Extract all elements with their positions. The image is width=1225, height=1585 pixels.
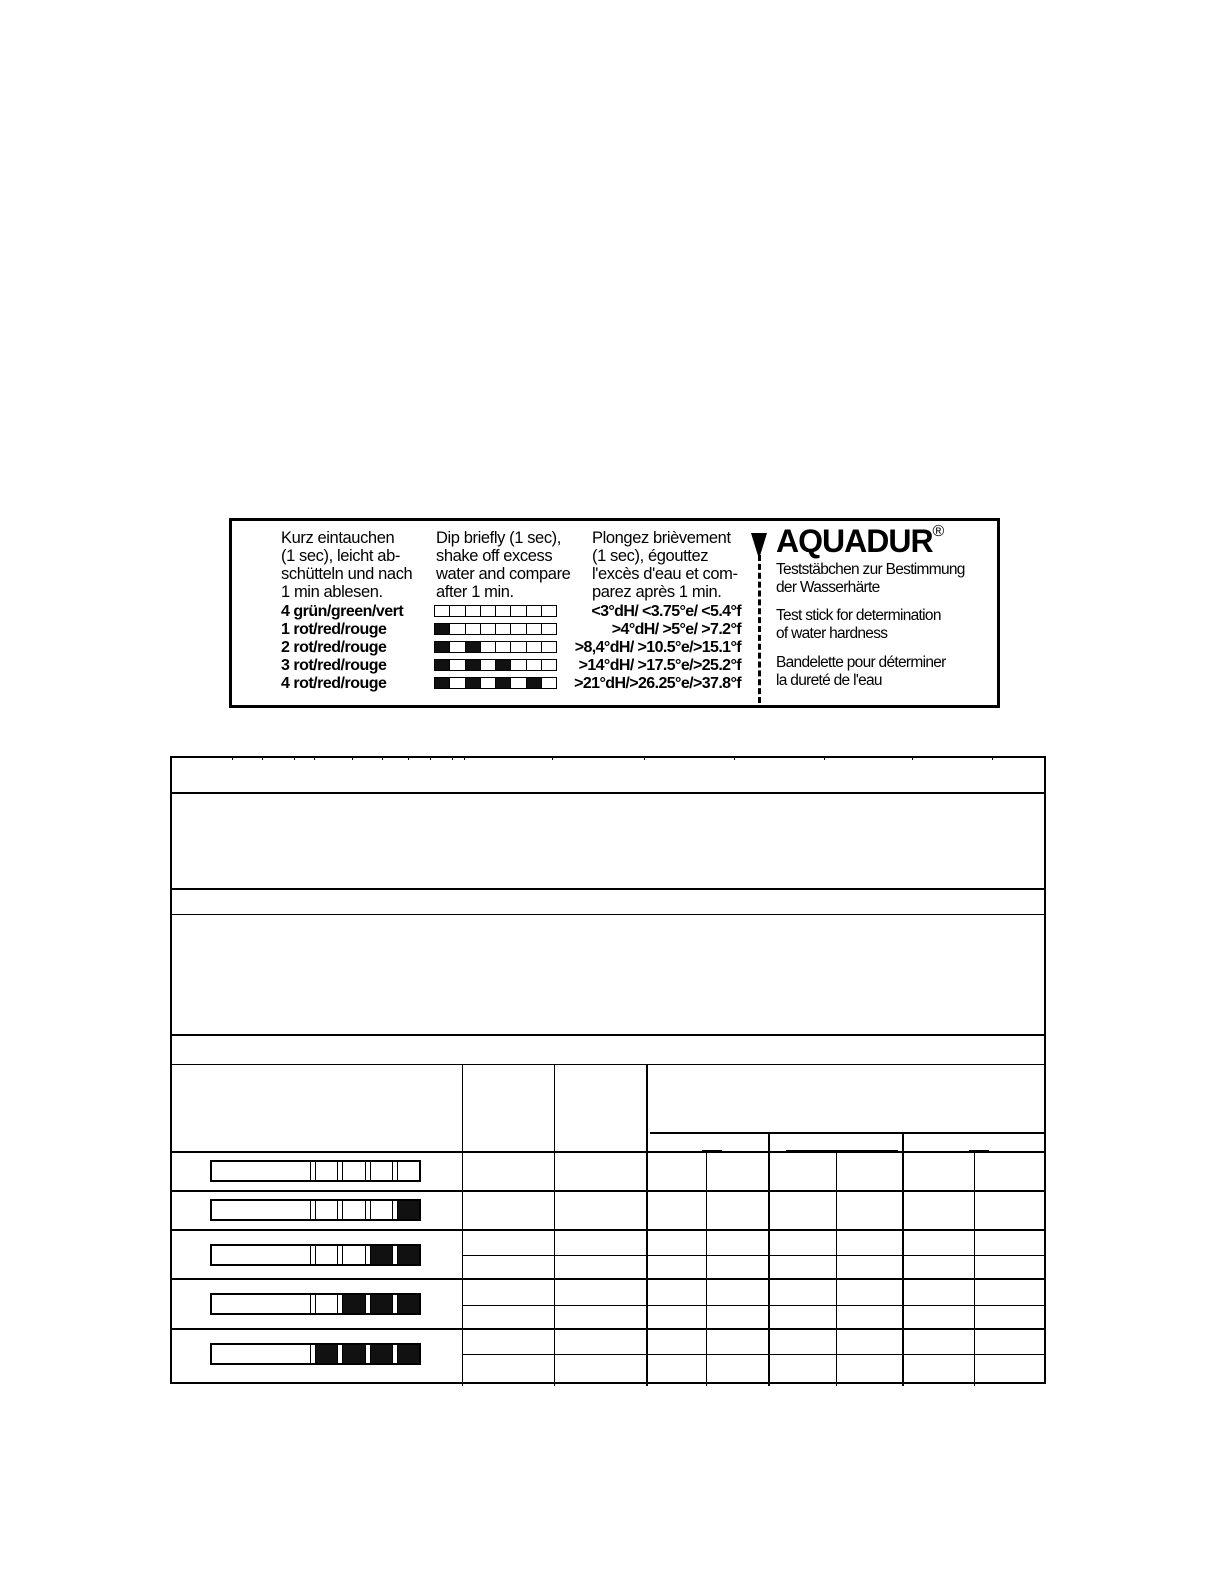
test-strip-drawing [210, 1244, 421, 1266]
table-row-line [172, 1229, 1044, 1231]
strip-pad [435, 678, 450, 688]
strip-pad [435, 624, 450, 634]
strip-pad [496, 642, 511, 652]
test-strip-drawing [210, 1293, 421, 1315]
test-strip-swatch [434, 641, 557, 653]
strip-pad [511, 624, 526, 634]
test-strip-swatch [434, 677, 557, 689]
strip-pad [466, 642, 481, 652]
instruction-line: (1 sec), égouttez [592, 547, 709, 565]
strip-pad [435, 642, 450, 652]
strip-pad [398, 1162, 419, 1180]
instruction-line: l'excès d'eau et com- [592, 565, 738, 583]
table-row-line [172, 1328, 1044, 1330]
strip-pad [511, 678, 526, 688]
strip-handle [212, 1295, 311, 1313]
test-strip-swatch [434, 659, 557, 671]
result-row-label: 3 rot/red/rouge [281, 657, 387, 674]
strip-pad [316, 1295, 338, 1313]
table-column-line [902, 1132, 904, 1386]
description-line: Bandelette pour déterminer [776, 654, 946, 671]
strip-pad [511, 660, 526, 670]
strip-pad [542, 606, 556, 616]
table-row-line [172, 1278, 1044, 1280]
instruction-line: Plongez brièvement [592, 529, 731, 547]
result-row-label: 1 rot/red/rouge [281, 621, 387, 638]
strip-pad [542, 678, 556, 688]
instruction-line: (1 sec), leicht ab- [281, 547, 400, 565]
strip-pad [527, 606, 542, 616]
strip-pad [496, 624, 511, 634]
strip-pad [371, 1246, 393, 1264]
strip-pad [527, 624, 542, 634]
description-english [776, 607, 941, 643]
instructions-german [281, 529, 412, 601]
table-row-line [172, 1190, 1044, 1192]
instruction-line: Kurz eintauchen [281, 529, 395, 547]
strip-pad [542, 624, 556, 634]
description-line: der Wasserhärte [776, 579, 880, 596]
strip-pad [511, 606, 526, 616]
test-strip-drawing [210, 1160, 421, 1182]
brand-name [776, 523, 943, 560]
description-line: Test stick for determination [776, 607, 941, 624]
form-divider [172, 914, 1044, 915]
strip-pad [371, 1162, 393, 1180]
test-strip-swatch [434, 623, 557, 635]
strip-pad [343, 1345, 365, 1363]
registered-mark: ® [932, 523, 944, 540]
strip-pad [496, 606, 511, 616]
strip-pad [450, 642, 465, 652]
strip-pad [481, 642, 496, 652]
instructions-french [592, 529, 738, 601]
strip-pad [398, 1295, 419, 1313]
strip-handle [212, 1246, 311, 1264]
results-form [170, 756, 1046, 1384]
table-column-line [706, 1151, 707, 1386]
strip-pad [316, 1162, 338, 1180]
strip-pad [398, 1201, 419, 1219]
strip-pad [496, 660, 511, 670]
strip-pad [527, 642, 542, 652]
strip-pad [398, 1345, 419, 1363]
strip-pad [343, 1162, 365, 1180]
top-tick-marks [232, 757, 982, 760]
strip-pad [466, 678, 481, 688]
strip-pad [466, 660, 481, 670]
instruction-line: after 1 min. [436, 583, 514, 601]
strip-handle [212, 1345, 311, 1363]
strip-pad [450, 624, 465, 634]
table-column-line [768, 1132, 770, 1386]
strip-pad [316, 1345, 338, 1363]
description-line: Teststäbchen zur Bestimmung [776, 561, 965, 578]
strip-pad [450, 678, 465, 688]
table-subrow-line [462, 1305, 1044, 1306]
table-subheader-line [650, 1132, 1044, 1134]
cut-line [758, 555, 761, 703]
strip-pad [511, 642, 526, 652]
instruction-line: water and compare [436, 565, 571, 583]
strip-pad [435, 606, 450, 616]
test-strip-swatch [434, 605, 557, 617]
strip-handle [212, 1162, 311, 1180]
strip-pad [542, 660, 556, 670]
strip-pad [371, 1345, 393, 1363]
strip-pad [481, 624, 496, 634]
description-line: la dureté de l'eau [776, 672, 882, 689]
instruction-line: schütteln und nach [281, 565, 413, 583]
description-line: of water hardness [776, 625, 888, 642]
strip-pad [481, 606, 496, 616]
result-row-label: 2 rot/red/rouge [281, 639, 387, 656]
hardness-value: >14°dH/ >17.5°e/>25.2°f [578, 657, 741, 674]
result-row-label: 4 rot/red/rouge [281, 675, 387, 692]
strip-pad [450, 606, 465, 616]
table-column-line [646, 1064, 648, 1386]
form-divider [172, 792, 1044, 794]
hardness-value: <3°dH/ <3.75°e/ <5.4°f [591, 603, 741, 620]
instruction-line: Dip briefly (1 sec), [436, 529, 561, 547]
strip-pad [527, 678, 542, 688]
table-column-line [554, 1064, 555, 1386]
strip-pad [466, 624, 481, 634]
table-subrow-line [462, 1354, 1044, 1355]
hardness-value: >8,4°dH/ >10.5°e/>15.1°f [574, 639, 741, 656]
test-strip-drawing [210, 1199, 421, 1221]
strip-pad [527, 660, 542, 670]
strip-pad [435, 660, 450, 670]
strip-pad [316, 1246, 338, 1264]
instructions-english [436, 529, 570, 601]
strip-pad [496, 678, 511, 688]
result-row-label: 4 grün/green/vert [281, 603, 404, 620]
strip-pad [343, 1295, 365, 1313]
brand-text: AQUADUR [776, 523, 933, 559]
strip-pad [343, 1246, 365, 1264]
instruction-line: 1 min ablesen. [281, 583, 383, 601]
table-column-line [974, 1151, 975, 1386]
strip-pad [371, 1201, 393, 1219]
hardness-value: >4°dH/ >5°e/ >7.2°f [611, 621, 741, 638]
strip-pad [450, 660, 465, 670]
strip-pad [542, 642, 556, 652]
description-french [776, 654, 946, 690]
aquadur-label [229, 518, 1000, 708]
form-divider [172, 888, 1044, 890]
instruction-line: parez après 1 min. [592, 583, 722, 601]
form-divider [172, 1064, 1044, 1065]
test-strip-drawing [210, 1343, 421, 1365]
strip-pad [481, 660, 496, 670]
strip-pad [481, 678, 496, 688]
hardness-value: >21°dH/>26.25°e/>37.8°f [574, 675, 741, 692]
table-subrow-line [462, 1255, 1044, 1256]
strip-pad [371, 1295, 393, 1313]
strip-pad [343, 1201, 365, 1219]
strip-pad [398, 1246, 419, 1264]
description-german [776, 561, 965, 597]
table-column-line [462, 1064, 463, 1386]
table-row-line [172, 1151, 1044, 1153]
strip-pad [466, 606, 481, 616]
form-divider [172, 1034, 1044, 1036]
strip-handle [212, 1201, 311, 1219]
strip-pad [316, 1201, 338, 1219]
instruction-line: shake off excess [436, 547, 553, 565]
table-column-line [836, 1151, 837, 1386]
